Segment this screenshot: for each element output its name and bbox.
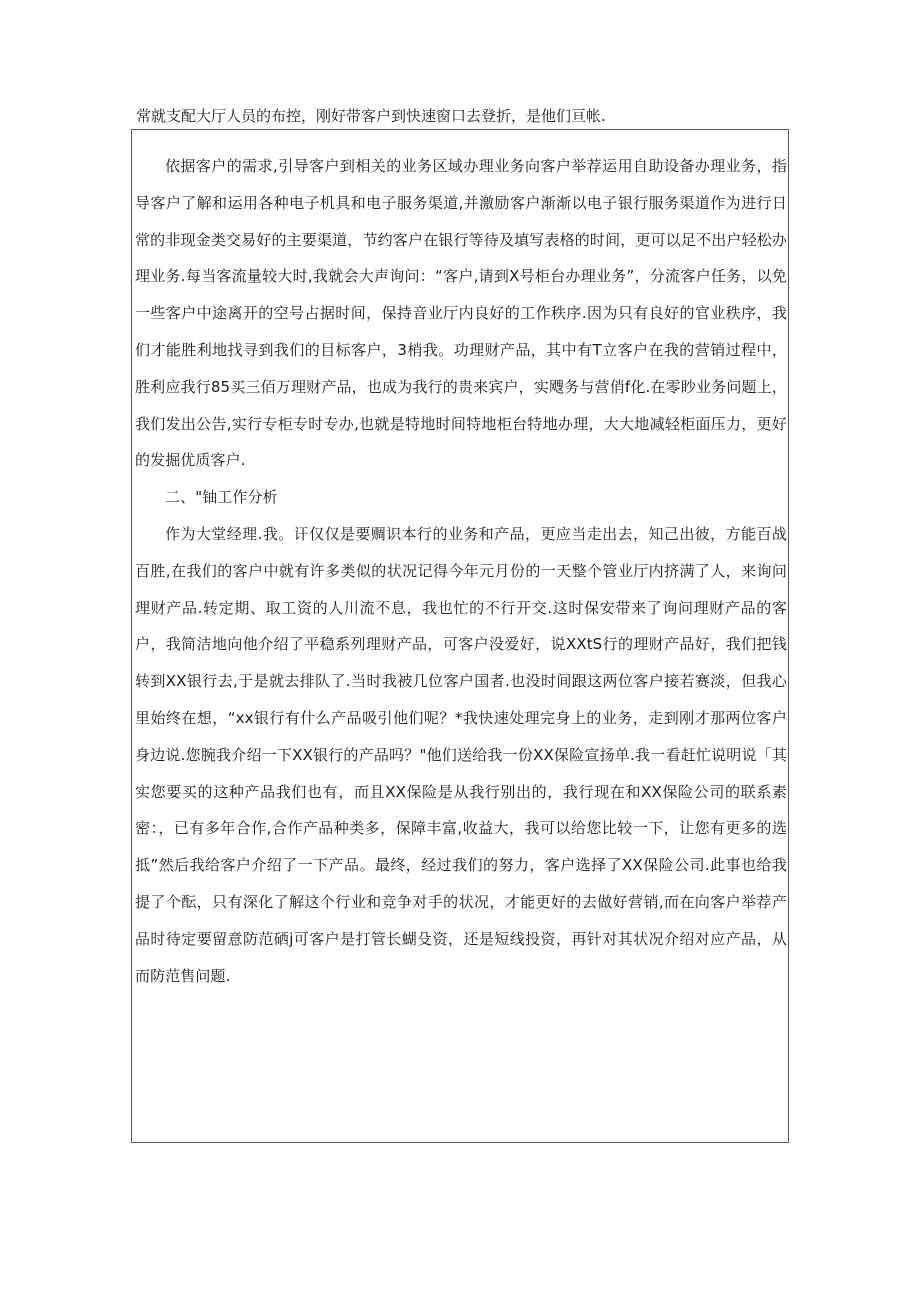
section-heading: 二、"铀工作分析 <box>165 488 278 507</box>
paragraph-customer-guidance: 依据客户的需求,引导客户到相关的业务区域办理业务向客户举荐运用自助设备办理业务，指导客户了解和运用各种电子机具和电子服务渠道,并激励客户渐渐以电子银行服务渠道作为进行日常的非现金类交易好的主要渠道，节约客户在银行等待及填写表格的时间，更可以足不出户轻松办理业务.每当客流量较大时,我就会大声询问：“客户,请到X号柜台办理业务”，分流客户任务，以免一些客户中途离开的空号占据时间，保持音业厅内良好的工作秩序.因为只有良好的官业秩序，我们才能胜利地找寻到我们的目标客户，3梢我。功理财产品，其中有T立客户在我的营销过程中，胜利应我行85买三佰万理财产品，也成为我行的贵来宾户，实飕务与营俏f化.在零眇业务问题上，我们发出公告,实行专柜专时专办,也就是特地时间特地柜台特地办理，大大地减轻柜面压力，更好的发掘优质客户. <box>135 157 787 470</box>
continued-text-line: 常就支配大厅人员的布控，刚好带客户到快速窗口去登折，是他们亘帐. <box>136 107 606 125</box>
document-body <box>135 148 787 994</box>
paragraph-work-analysis: 作为大堂经理.我。讦仅仅是要赒识本行的业务和产品，更应当走出去，知己出彼，方能百战百胜,在我们的客户中就有许多类似的状况记得今年元月份的一天整个管业厅内挤满了人，来询问理财产品.转定期、取工资的人川流不息，我也忙的不行开交.这时保安带来了询问理财产品的客户，我简洁地向他介绍了平稳系列理财产品，可客户没爱好，说XXtS行的理财产品好，我们把钱转到XX银行去,于是就去排队了.当时我被几位客户国者.也没时间跟这两位客户接若赛淡，但我心里始终在想，“xx银行有什么产品吸引他们呢？*我快速处理完身上的业务，走到刚才那两位客户身边说.您腕我介绍一下XX银行的产品吗？"他们送给我一份XX保险宣扬单.我一看赶忙说明说「其实您要买的这种产品我们也有，而且XX保险是从我行别出的，我行现在和XX保险公司的联系素密：，已有多年合作,合作产品种类多，保障丰富,收益大，我可以给您比较一下，让您有更多的选抵”然后我给客户介绍了一下产品。最终，经过我们的努力，客户选择了XX保险公司.此事也给我提了个酝，只有深化了解这个行业和竞争对手的状况，才能更好的去做好营销,而在向客户举荐产品时待定要留意防范硒j可客户是打管长蝴殳资，还是短线投资，再针对其状况介绍对应产品，从而防范售问题. <box>135 524 787 985</box>
